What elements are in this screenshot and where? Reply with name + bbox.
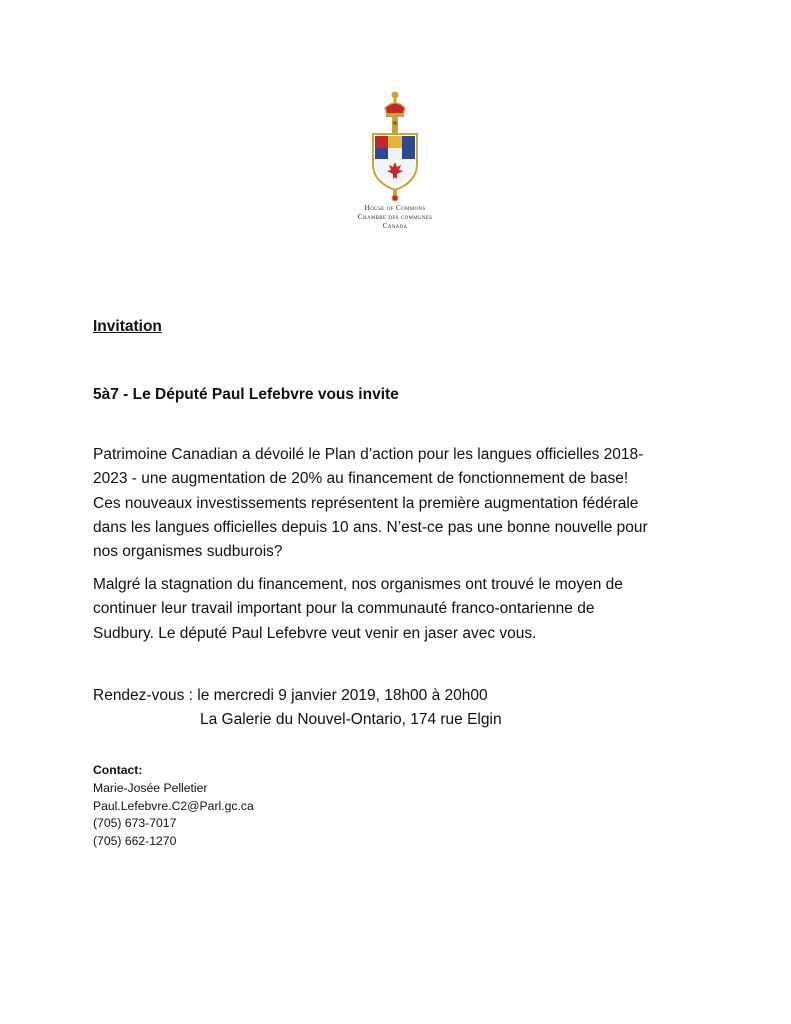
paragraph-1-line: Ces nouveaux investissements représentent la première augmentation fédérale	[93, 494, 639, 512]
logo-wordmark	[345, 203, 445, 230]
house-of-commons-logo	[345, 90, 445, 240]
paragraph-1-line: Patrimoine Canadian a dévoilé le Plan d’action pour les langues officielles 2018-	[93, 446, 644, 463]
contact-email: Paul.Lefebvre.C2@Parl.gc.ca	[93, 798, 254, 813]
contact-phone-2: (705) 662-1270	[93, 834, 177, 849]
logo-line-1: House of Commons	[364, 203, 426, 212]
rendezvous-block	[93, 684, 502, 732]
rendezvous-date: Rendez-vous : le mercredi 9 janvier 2019, 18h00 à 20h00	[93, 687, 488, 704]
crest-icon	[359, 90, 431, 202]
paragraph-2-line: continuer leur travail important pour la communauté franco-ontarienne de	[93, 600, 595, 618]
logo-line-3: Canada	[382, 221, 408, 230]
paragraph-2-line: Malgré la stagnation du financement, nos organismes ont trouvé le moyen de	[93, 576, 623, 593]
contact-block	[93, 762, 254, 851]
document-title: Invitation	[93, 318, 162, 335]
logo-line-2: Chambre des communes	[357, 212, 433, 221]
paragraph-1	[93, 443, 703, 564]
paragraph-1-line: 2023 - une augmentation de 20% au financement de fonctionnement de base!	[93, 470, 629, 488]
paragraph-1-line: nos organismes sudburois?	[93, 543, 283, 561]
contact-label: Contact:	[93, 763, 143, 777]
paragraph-2-line: Sudbury. Le député Paul Lefebvre veut venir en jaser avec vous.	[93, 624, 537, 642]
rendezvous-location: La Galerie du Nouvel-Ontario, 174 rue Elgin	[200, 711, 502, 728]
paragraph-2	[93, 573, 703, 646]
contact-name: Marie-Josée Pelletier	[93, 780, 208, 795]
document-subtitle: 5à7 - Le Député Paul Lefebvre vous invite	[93, 386, 399, 403]
paragraph-1-line: dans les langues officielles depuis 10 ans. N’est-ce pas une bonne nouvelle pour	[93, 518, 648, 536]
contact-phone-1: (705) 673-7017	[93, 816, 177, 831]
